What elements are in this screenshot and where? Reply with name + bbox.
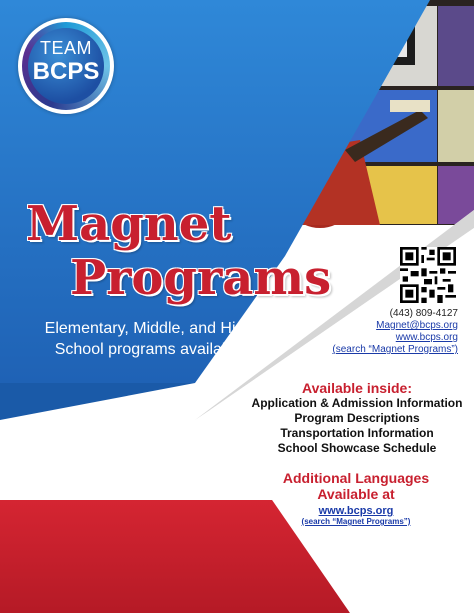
contact-email-link[interactable]: Magnet@bcps.org (376, 320, 458, 331)
logo-bcps-text: BCPS (32, 58, 100, 85)
inside-item-descriptions: Program Descriptions (294, 411, 420, 425)
languages-heading-line1: Additional Languages (282, 470, 430, 486)
languages-search-hint[interactable]: (search “Magnet Programs”) (301, 517, 411, 526)
contact-website-link[interactable]: www.bcps.org (395, 332, 458, 343)
languages-heading-line2: Available at (317, 486, 395, 502)
additional-languages-section (266, 470, 446, 526)
inside-item-transportation: Transportation Information (280, 426, 434, 440)
title-magnet: Magnet (26, 196, 232, 252)
inside-item-application: Application & Admission Information (251, 396, 463, 410)
available-inside-heading: Available inside: (302, 380, 412, 396)
team-bcps-logo (18, 18, 114, 114)
languages-website-link[interactable]: www.bcps.org (318, 505, 394, 517)
subtitle: Elementary, Middle, and High School programs available (44, 320, 254, 358)
contact-phone: (443) 809-4127 (389, 308, 458, 319)
title-programs: Programs (70, 250, 332, 306)
contact-search-hint[interactable]: (search “Magnet Programs”) (332, 344, 458, 355)
inside-item-showcase: School Showcase Schedule (277, 441, 437, 455)
contact-info (300, 308, 458, 356)
logo-team-text: TEAM (39, 38, 92, 58)
available-inside-section (232, 380, 474, 456)
qr-code-icon[interactable] (400, 247, 456, 303)
